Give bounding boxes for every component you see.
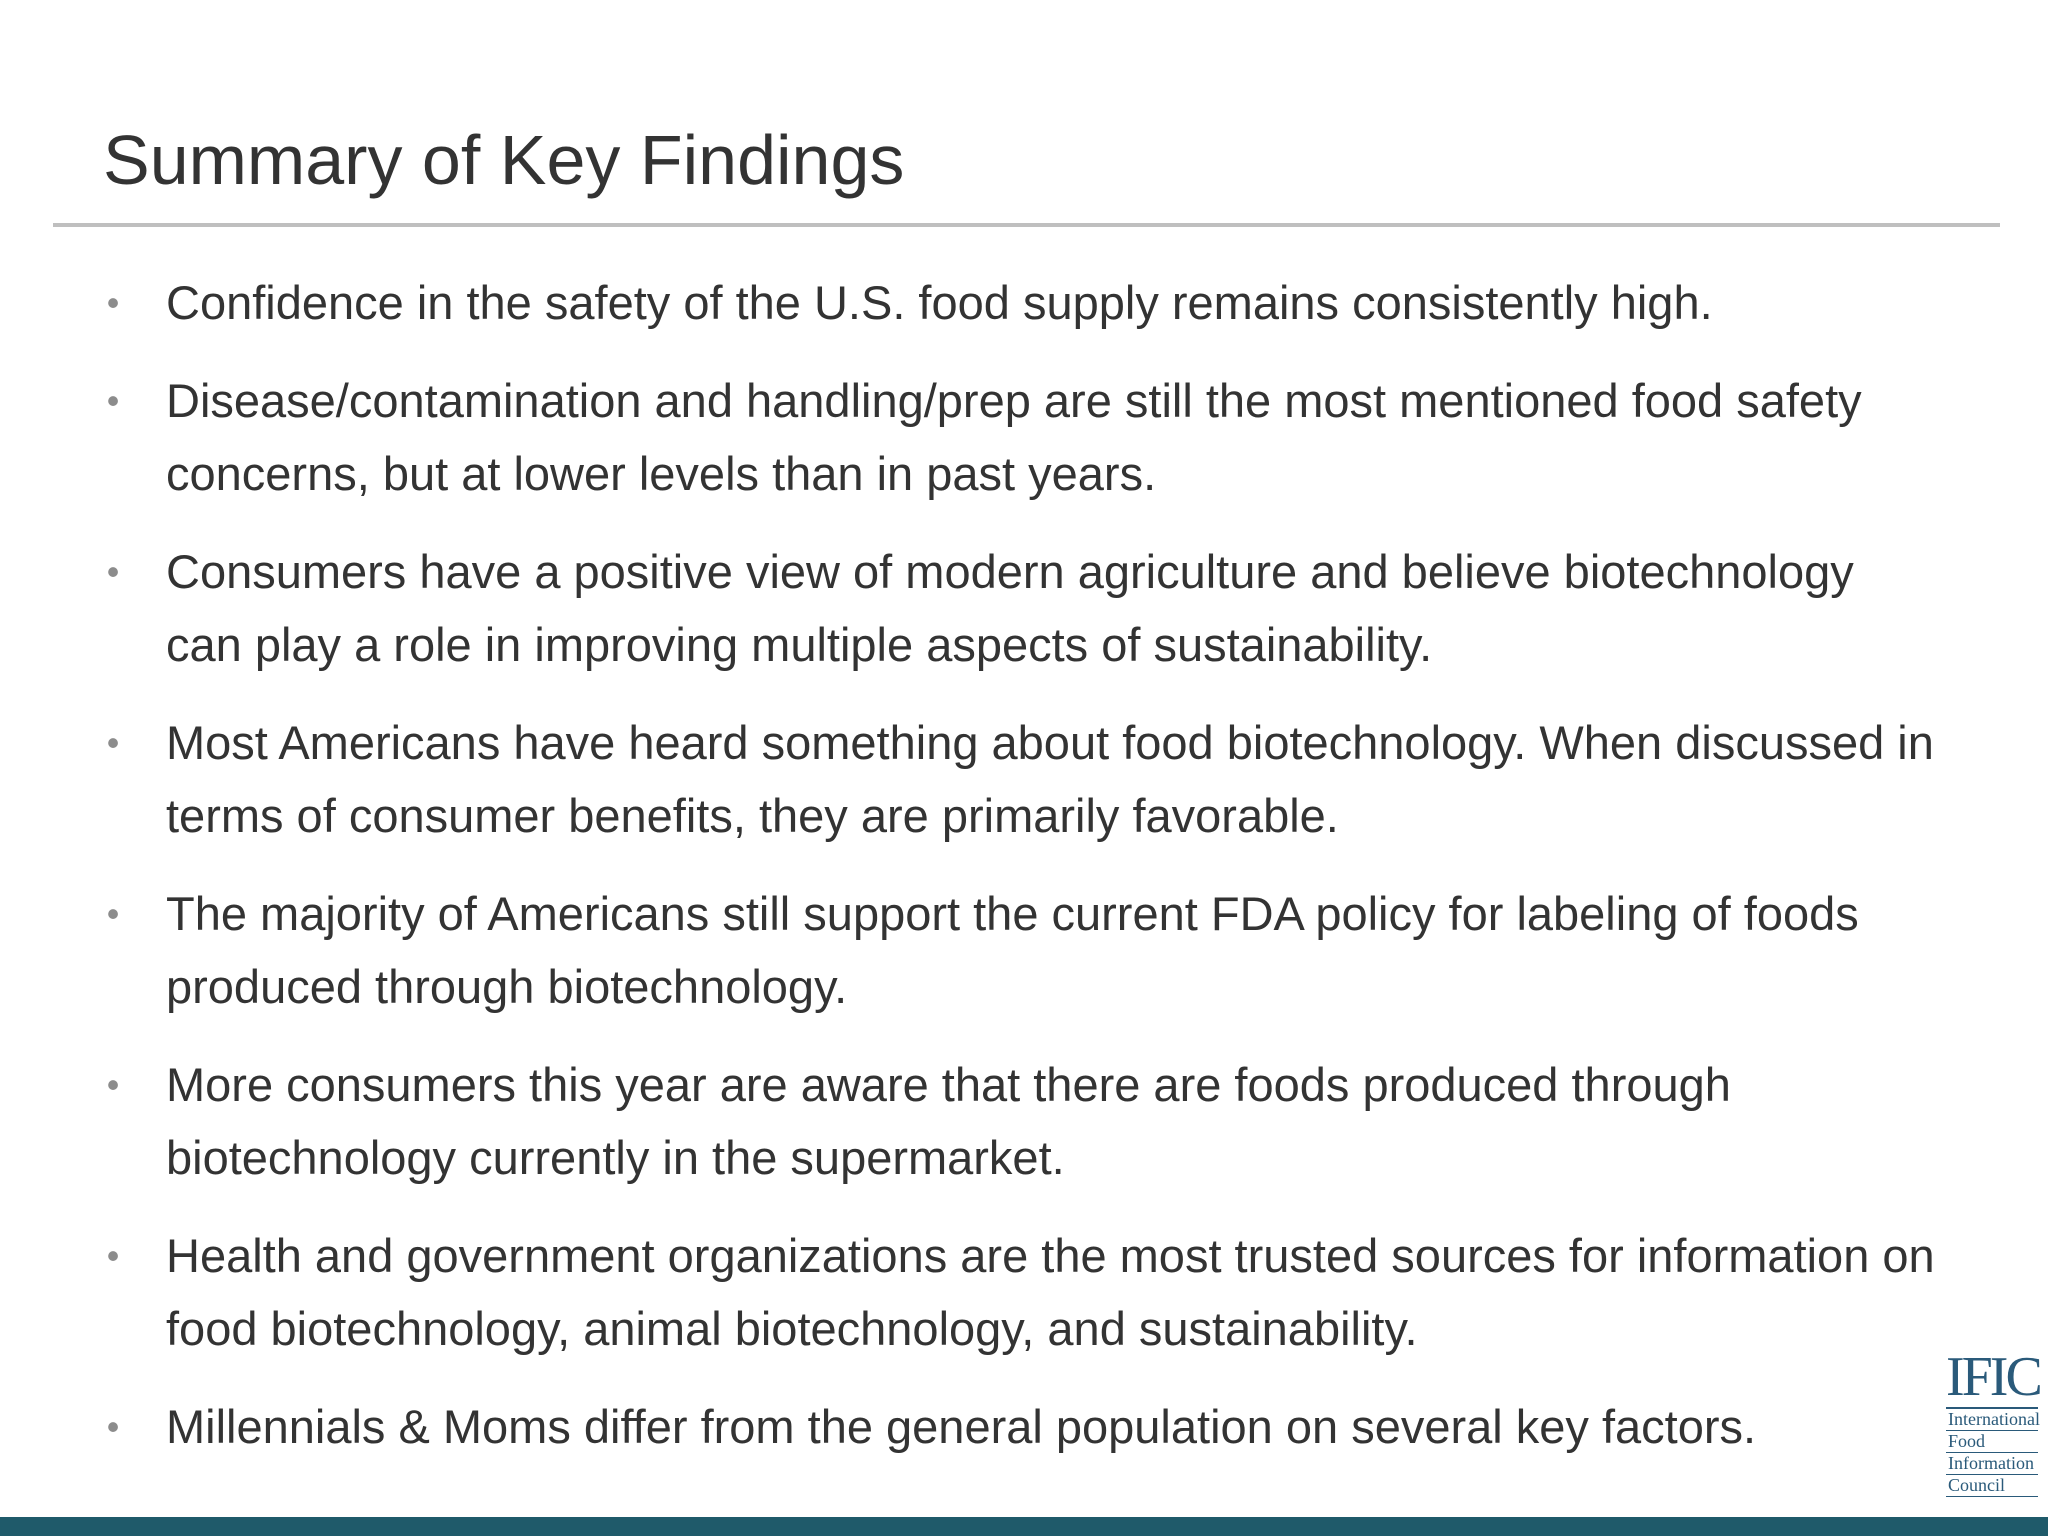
logo-mark: IFIC: [1946, 1346, 2040, 1408]
bullet-icon: •: [106, 551, 120, 592]
finding-text: Disease/contamination and handling/prep are still the most mentioned food safety concerns, but at lower levels than in past years.: [166, 374, 1862, 500]
key-findings-list: [0, 266, 1940, 1488]
bullet-icon: •: [106, 1235, 120, 1276]
finding-text: Most Americans have heard something about food biotechnology. When discussed in terms of consumer benefits, they are primarily favorable.: [166, 716, 1934, 842]
finding-item: [0, 1048, 1940, 1194]
footer-bar: [0, 1517, 2048, 1536]
finding-text: Health and government organizations are the most trusted sources for information on food biotechnology, animal biotechnology, and sustainability.: [166, 1229, 1935, 1355]
bullet-icon: •: [106, 282, 120, 323]
finding-text: More consumers this year are aware that there are foods produced through biotechnology currently in the supermarket.: [166, 1058, 1731, 1184]
logo-line: Council: [1946, 1475, 2038, 1497]
bullet-icon: •: [106, 893, 120, 934]
finding-item: [0, 364, 1940, 510]
finding-text: Consumers have a positive view of modern agriculture and believe biotechnology can play a role in improving multiple aspects of sustainability.: [166, 545, 1854, 671]
slide-title: Summary of Key Findings: [103, 121, 905, 199]
bullet-icon: •: [106, 1406, 120, 1447]
title-divider: [53, 223, 2000, 227]
logo-line: Information: [1946, 1453, 2038, 1475]
finding-item: [0, 1219, 1940, 1365]
finding-item: [0, 706, 1940, 852]
logo-line: Food: [1946, 1431, 2038, 1453]
finding-text: Millennials & Moms differ from the general population on several key factors.: [166, 1400, 1757, 1453]
finding-text: Confidence in the safety of the U.S. food supply remains consistently high.: [166, 276, 1713, 329]
bullet-icon: •: [106, 1064, 120, 1105]
finding-item: [0, 1390, 1940, 1463]
finding-item: [0, 877, 1940, 1023]
finding-item: [0, 535, 1940, 681]
finding-item: [0, 266, 1940, 339]
logo-line: International: [1948, 1409, 2040, 1429]
bullet-icon: •: [106, 722, 120, 763]
finding-text: The majority of Americans still support the current FDA policy for labeling of foods produced through biotechnology.: [166, 887, 1859, 1013]
bullet-icon: •: [106, 380, 120, 421]
ific-logo: [1946, 1346, 2040, 1497]
